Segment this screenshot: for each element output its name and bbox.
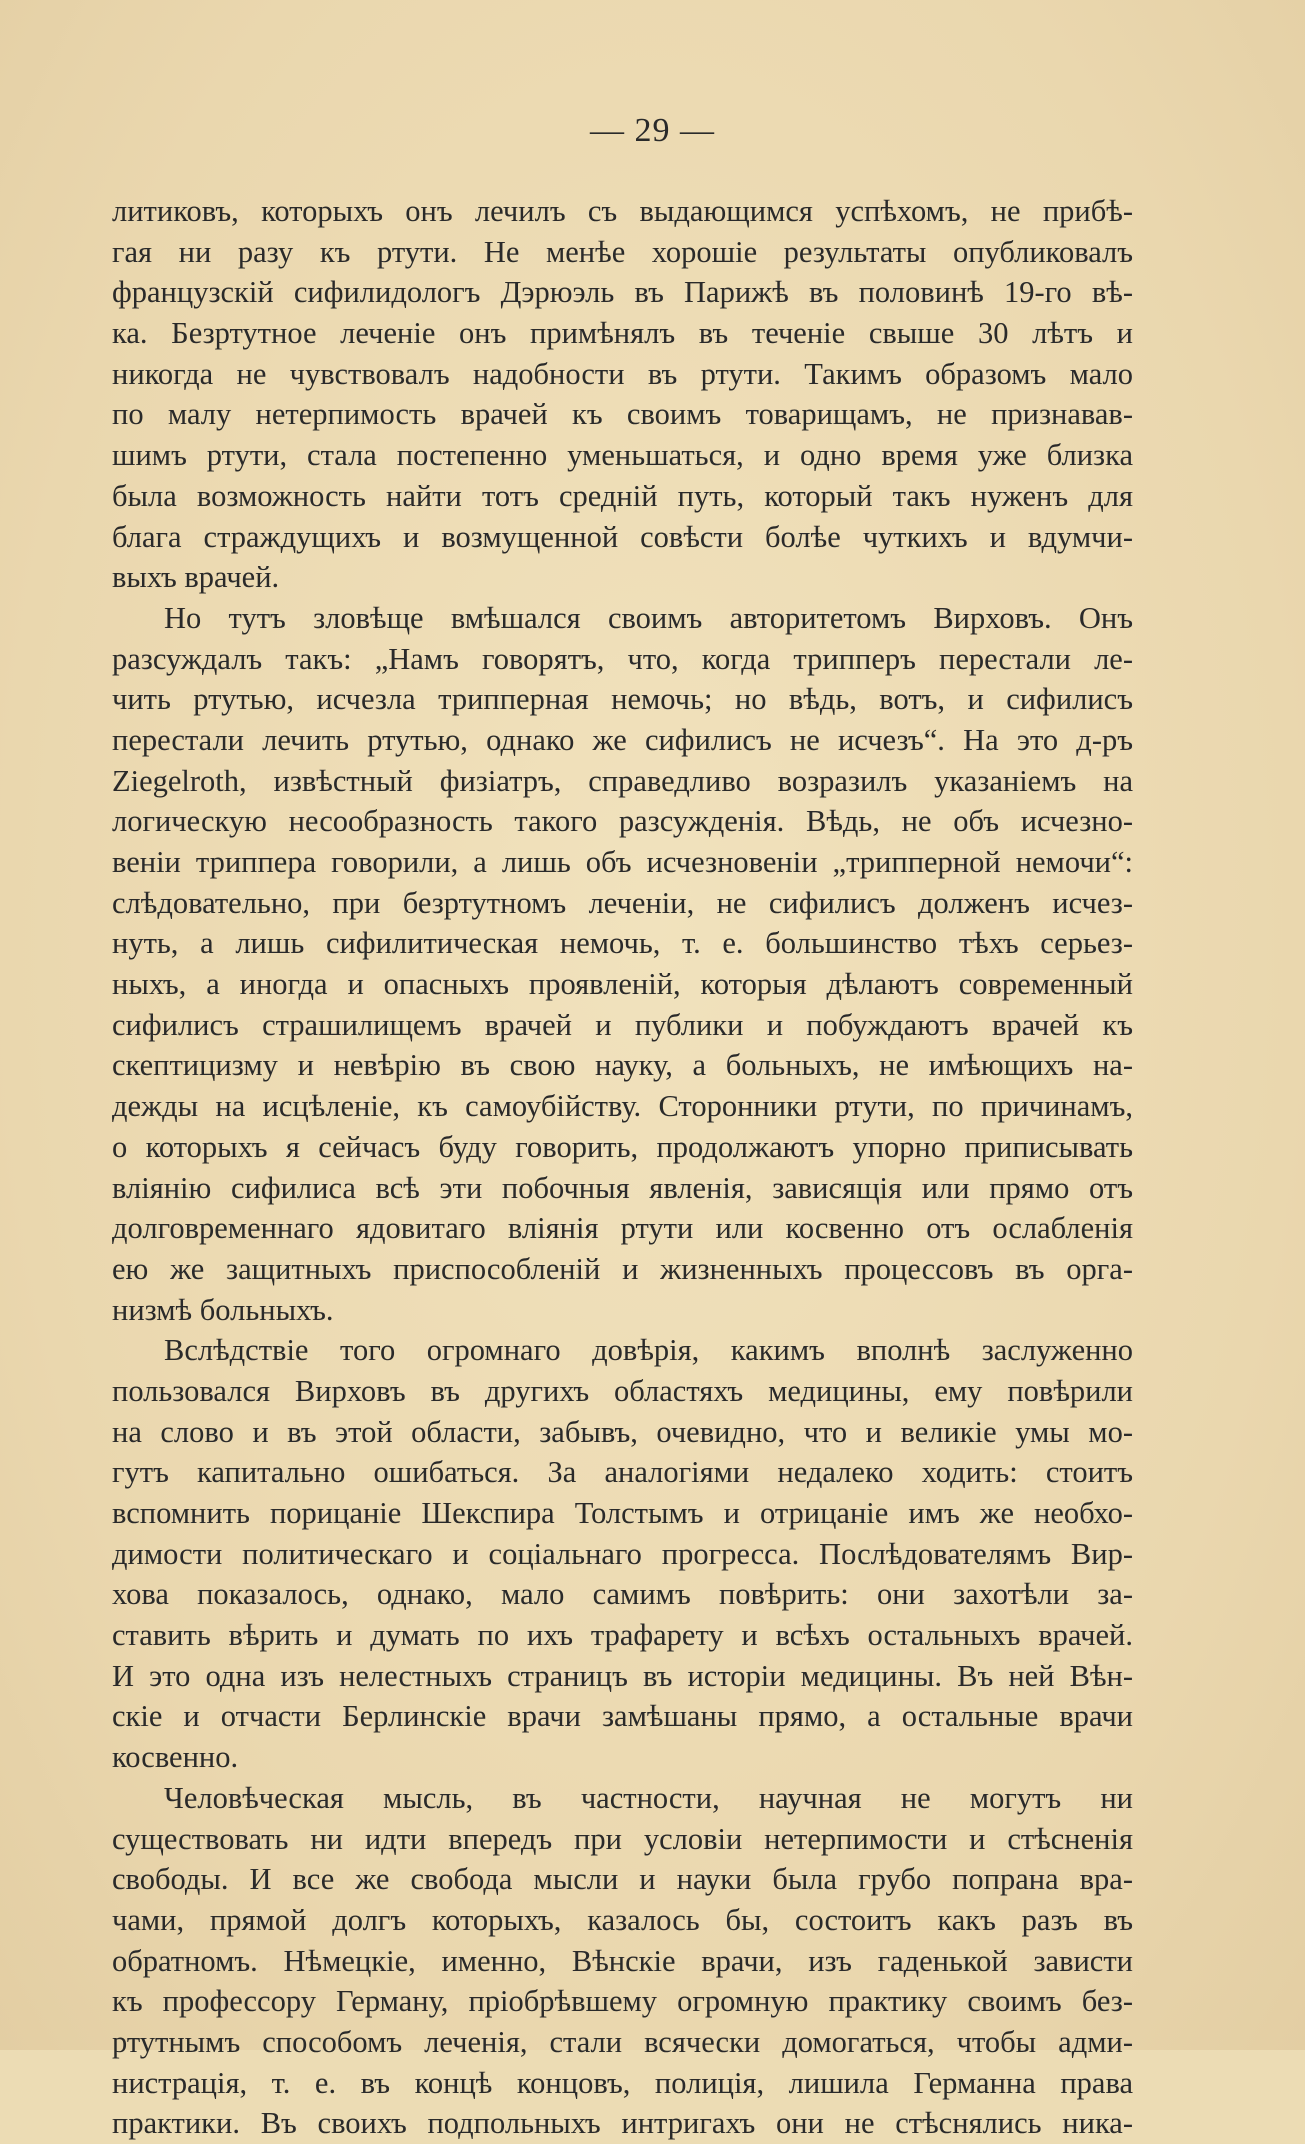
text-line: Но тутъ зловѣще вмѣшался своимъ авторитетомъ Вирховъ. Онъ [164, 600, 1133, 635]
text-line: ка. Безртутное леченіе онъ примѣнялъ въ теченіе свыше 30 лѣтъ и [112, 316, 1133, 351]
text-line: свободы. И все же свобода мысли и науки была грубо попрана вра- [112, 1862, 1133, 1897]
text-line: димости политическаго и соціальнаго прогресса. Послѣдователямъ Вир- [112, 1536, 1133, 1571]
text-line: слѣдовательно, при безртутномъ леченіи, не сифилисъ долженъ исчез- [112, 885, 1133, 920]
text-line: выхъ врачей. [112, 560, 280, 595]
text-line: И это одна изъ нелестныхъ страницъ въ исторіи медицины. Въ ней Вѣн- [112, 1658, 1133, 1693]
text-line: нистрація, т. е. въ концѣ концовъ, полиція, лишила Германна права [112, 2065, 1133, 2100]
text-line: существовать ни идти впередъ при условіи нетерпимости и стѣсненія [112, 1821, 1133, 1856]
text-line: никогда не чувствовалъ надобности въ ртути. Такимъ образомъ мало [112, 356, 1133, 391]
text-line: вспомнить порицаніе Шекспира Толстымъ и отрицаніе имъ же необхо- [112, 1496, 1133, 1530]
text-line: гутъ капитально ошибаться. За аналогіями недалеко ходить: стоитъ [112, 1455, 1133, 1490]
text-line: Ziegelroth, извѣстный физіатръ, справедливо возразилъ указаніемъ на [112, 763, 1133, 798]
text-line: ртутнымъ способомъ леченія, стали всячески домогаться, чтобы адми- [112, 2024, 1133, 2059]
text-line: чить ртутью, исчезла трипперная немочь; но вѣдь, вотъ, и сифилисъ [112, 682, 1133, 717]
body-text [112, 191, 1133, 2144]
text-line: веніи триппера говорили, а лишь объ исчезновеніи „трипперной немочи“: [112, 845, 1133, 879]
text-line: косвенно. [112, 1740, 239, 1775]
text-line: ею же защитныхъ приспособленій и жизненныхъ процессовъ въ орга- [112, 1251, 1133, 1286]
text-line: Человѣческая мысль, въ частности, научная не могутъ ни [164, 1780, 1133, 1815]
text-line: хова показалось, однако, мало самимъ повѣрить: они захотѣли за- [112, 1577, 1133, 1612]
text-line: литиковъ, которыхъ онъ лечилъ съ выдающимся успѣхомъ, не прибѣ- [112, 194, 1133, 228]
text-line: блага страждущихъ и возмущенной совѣсти болѣе чуткихъ и вдумчи- [112, 519, 1133, 554]
text-line: ставить вѣрить и думать по ихъ трафарету и всѣхъ остальныхъ врачей. [112, 1618, 1133, 1653]
text-line: французскій сифилидологъ Дэрюэль въ Парижѣ въ половинѣ 19-го вѣ- [112, 275, 1133, 310]
page-number: — 29 — [590, 112, 715, 149]
text-line: нуть, а лишь сифилитическая немочь, т. е. большинство тѣхъ серьез- [112, 926, 1133, 961]
text-line: на слово и въ этой области, забывъ, очевидно, что и великіе умы мо- [112, 1414, 1133, 1449]
text-line: чами, прямой долгъ которыхъ, казалось бы, состоитъ какъ разъ въ [112, 1902, 1133, 1937]
text-line: ныхъ, а иногда и опасныхъ проявленій, которыя дѣлаютъ современный [112, 967, 1133, 1002]
text-line: практики. Въ своихъ подпольныхъ интригахъ они не стѣснялись ника- [112, 2106, 1133, 2141]
text-line: по малу нетерпимость врачей къ своимъ товарищамъ, не признавав- [112, 397, 1133, 432]
text-line: Вслѣдствіе того огромнаго довѣрія, какимъ вполнѣ заслуженно [164, 1333, 1133, 1368]
text-line: о которыхъ я сейчасъ буду говорить, продолжаютъ упорно приписывать [112, 1129, 1133, 1164]
text-line: гая ни разу къ ртути. Не менѣе хорошіе результаты опубликовалъ [112, 234, 1133, 269]
text-line: скіе и отчасти Берлинскіе врачи замѣшаны прямо, а остальные врачи [112, 1699, 1133, 1734]
text-line: низмѣ больныхъ. [112, 1292, 334, 1327]
text-line: обратномъ. Нѣмецкіе, именно, Вѣнскіе врачи, изъ гаденькой зависти [112, 1943, 1133, 1978]
text-line: скептицизму и невѣрію въ свою науку, а больныхъ, не имѣющихъ на- [112, 1048, 1133, 1083]
text-line: перестали лечить ртутью, однако же сифилисъ не исчезъ“. На это д-ръ [112, 722, 1133, 757]
text-line: логическую несообразность такого разсужденія. Вѣдь, не объ исчезно- [112, 804, 1133, 839]
text-line: сифилисъ страшилищемъ врачей и публики и побуждаютъ врачей къ [112, 1007, 1133, 1042]
text-line: шимъ ртути, стала постепенно уменьшаться, и одно время уже близка [112, 438, 1133, 473]
text-line: дежды на исцѣленіе, къ самоубійству. Сторонники ртути, по причинамъ, [112, 1089, 1133, 1124]
text-line: вліянію сифилиса всѣ эти побочныя явленія, зависящія или прямо отъ [112, 1170, 1133, 1205]
text-line: разсуждалъ такъ: „Намъ говорятъ, что, когда трипперъ перестали ле- [112, 641, 1133, 676]
text-line: пользовался Вирховъ въ другихъ областяхъ медицины, ему повѣрили [112, 1373, 1133, 1408]
text-line: долговременнаго ядовитаго вліянія ртути или косвенно отъ ослабленія [112, 1211, 1133, 1246]
text-line: къ профессору Герману, пріобрѣвшему огромную практику своимъ без- [112, 1984, 1133, 2019]
text-line: была возможность найти тотъ средній путь, который такъ нуженъ для [112, 478, 1133, 513]
